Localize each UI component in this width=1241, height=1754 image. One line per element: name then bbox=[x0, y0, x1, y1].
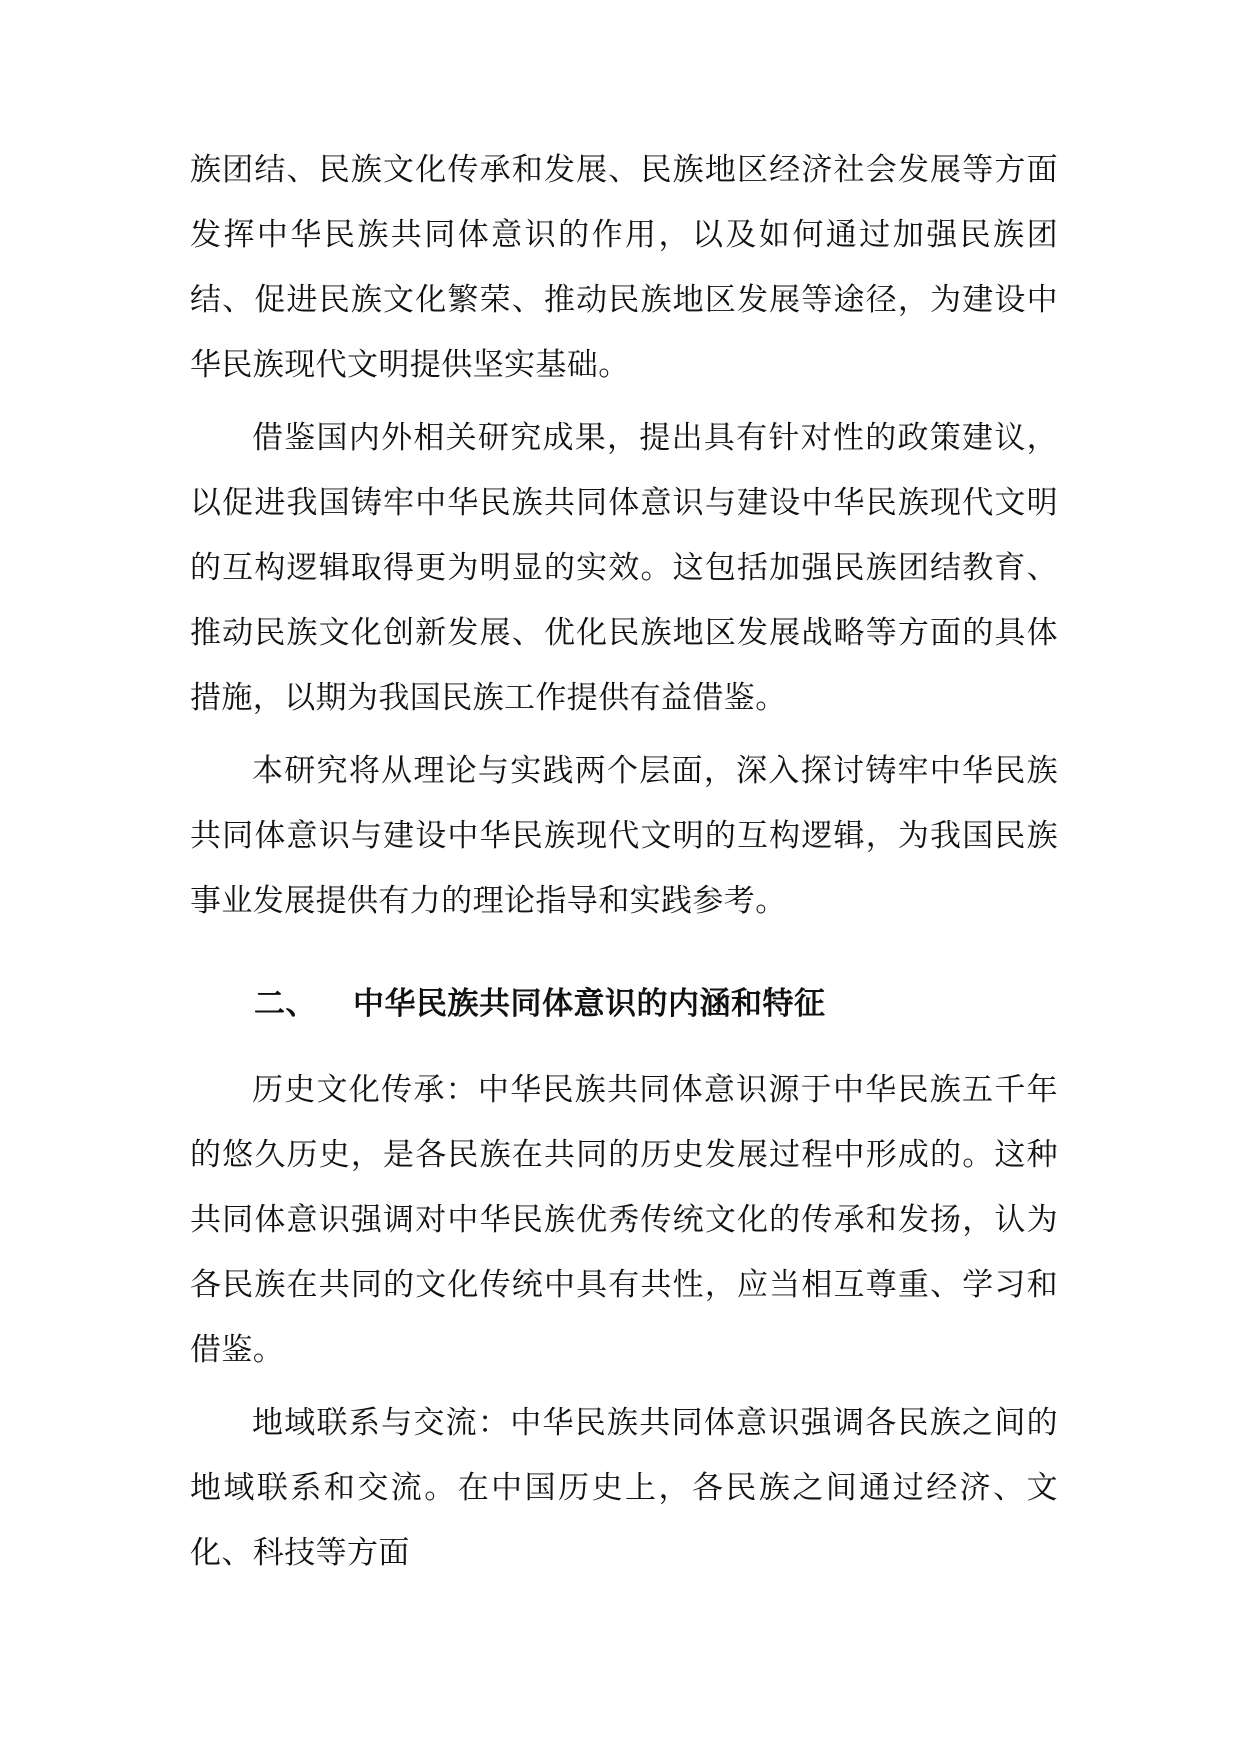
document-body bbox=[190, 138, 1058, 1594]
section-heading bbox=[190, 974, 1058, 1034]
paragraph-policy-suggestions: 借鉴国内外相关研究成果，提出具有针对性的政策建议，以促进我国铸牢中华民族共同体意识与建设中华民族现代文明的互构逻辑取得更为明显的实效。这包括加强民族团结教育、推动民族文化创新发展、优化民族地区发展战略等方面的具体措施，以期为我国民族工作提供有益借鉴。 bbox=[190, 420, 1058, 716]
paragraph-continuation: 族团结、民族文化传承和发展、民族地区经济社会发展等方面发挥中华民族共同体意识的作用，以及如何通过加强民族团结、促进民族文化繁荣、推动民族地区发展等途径，为建设中华民族现代文明提供坚实基础。 bbox=[190, 152, 1058, 383]
paragraph-regional-exchange: 地域联系与交流：中华民族共同体意识强调各民族之间的地域联系和交流。在中国历史上，各民族之间通过经济、文化、科技等方面 bbox=[190, 1405, 1058, 1571]
paragraph-historical-heritage: 历史文化传承：中华民族共同体意识源于中华民族五千年的悠久历史，是各民族在共同的历史发展过程中形成的。这种共同体意识强调对中华民族优秀传统文化的传承和发扬，认为各民族在共同的文化传统中具有共性，应当相互尊重、学习和借鉴。 bbox=[190, 1072, 1058, 1368]
section-title: 中华民族共同体意识的内涵和特征 bbox=[353, 986, 826, 1022]
section-number: 二、 bbox=[254, 986, 317, 1022]
paragraph-research-scope: 本研究将从理论与实践两个层面，深入探讨铸牢中华民族共同体意识与建设中华民族现代文明的互构逻辑，为我国民族事业发展提供有力的理论指导和实践参考。 bbox=[190, 753, 1058, 919]
